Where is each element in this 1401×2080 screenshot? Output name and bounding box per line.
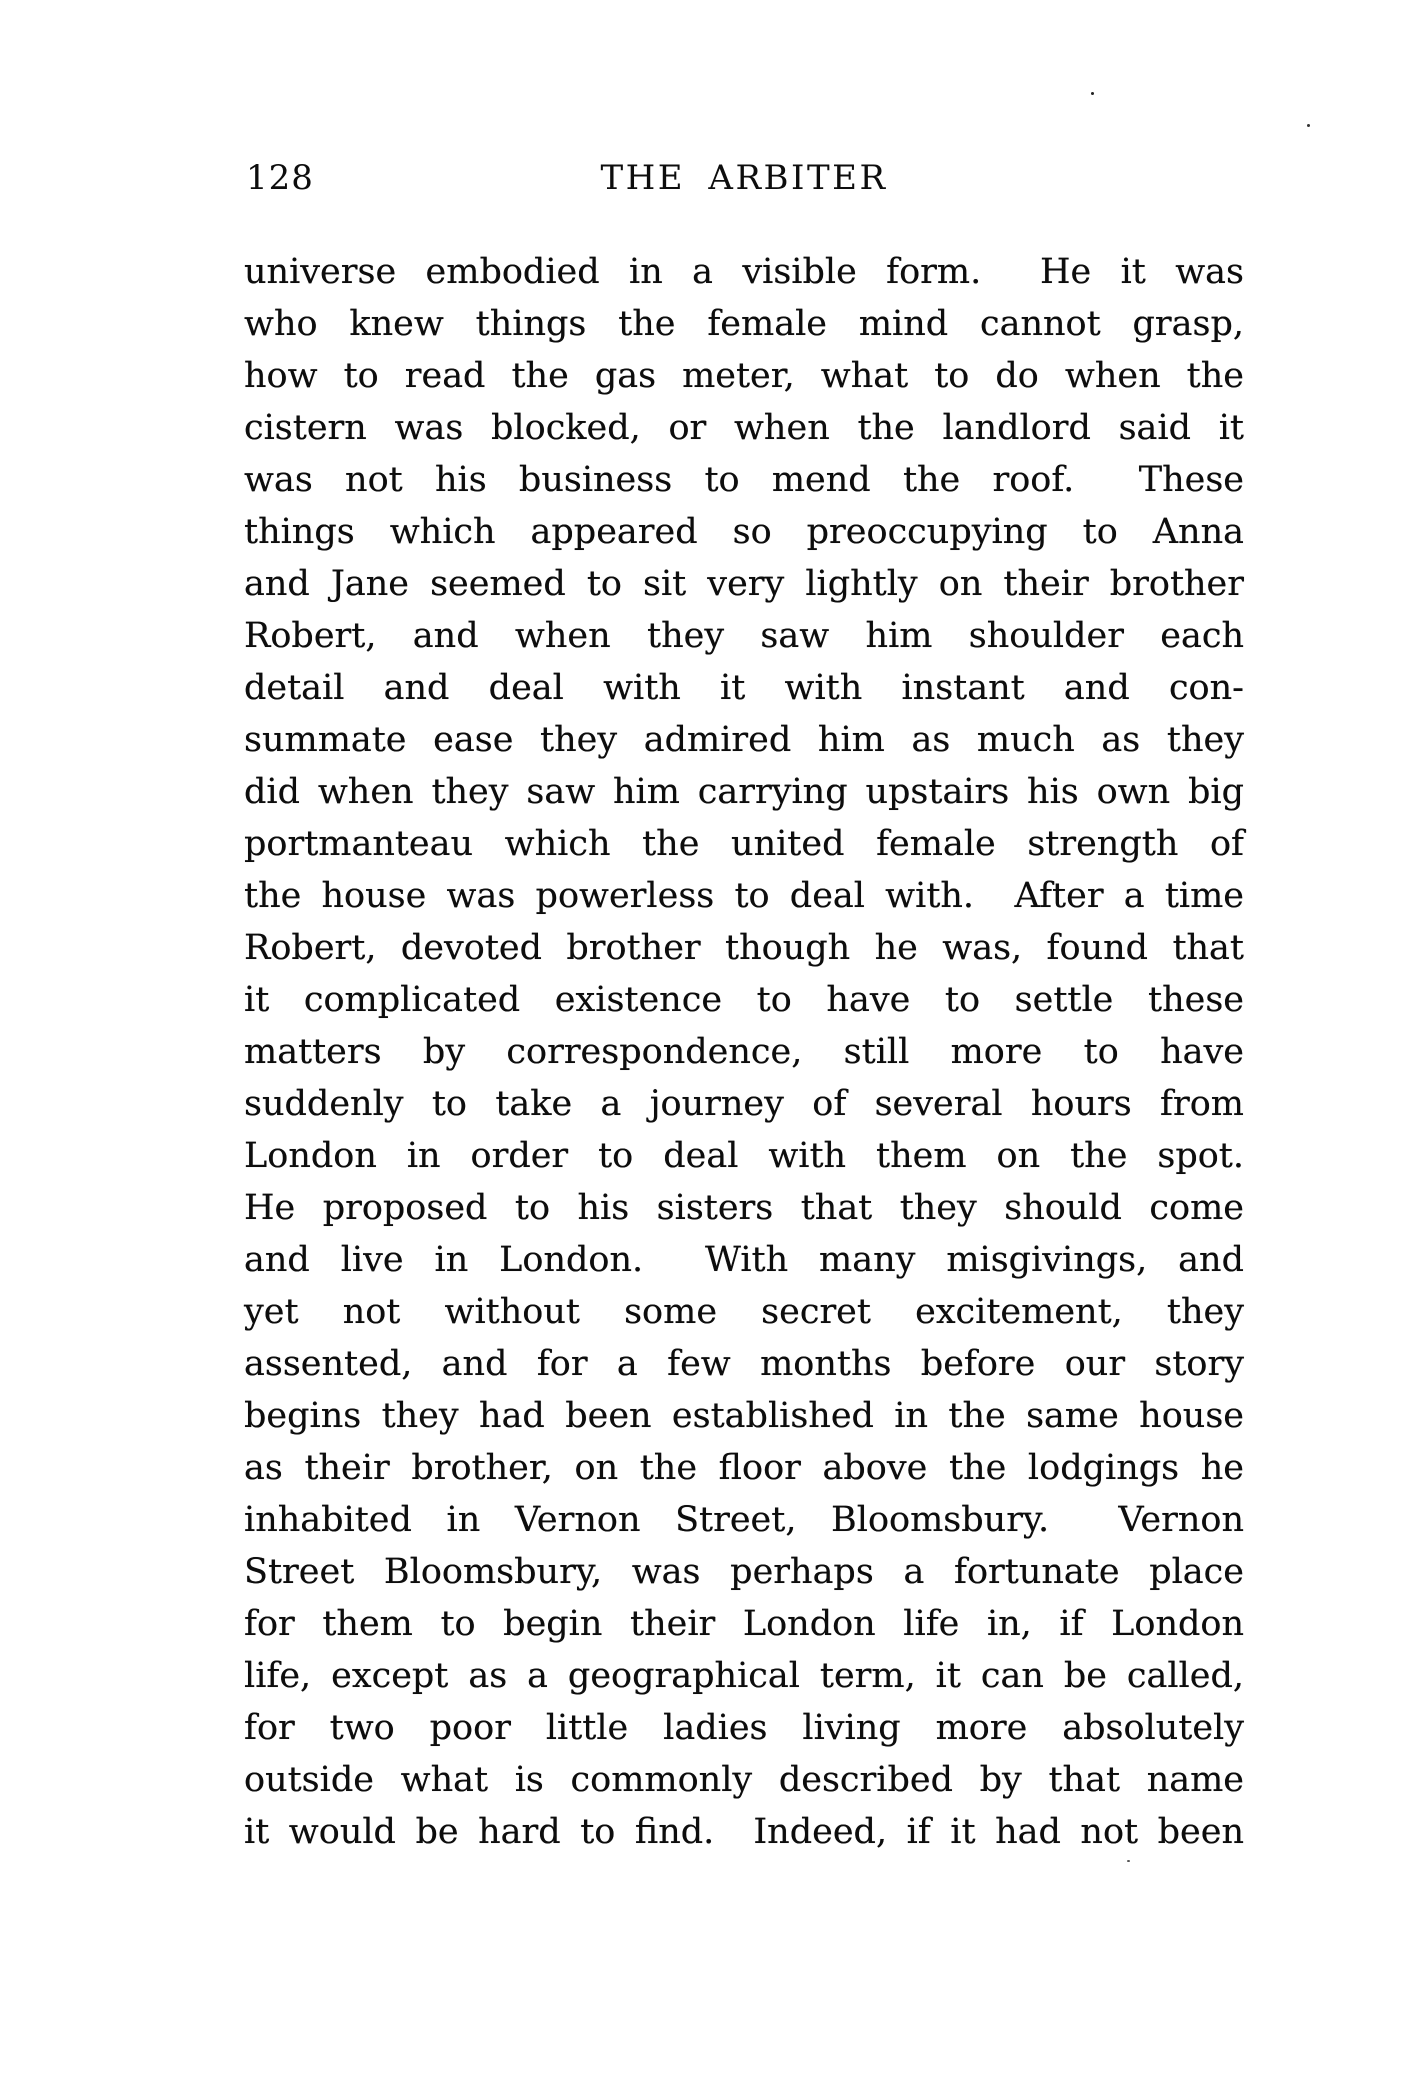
page-number: 128 <box>246 158 314 198</box>
scan-speckle <box>1127 1860 1130 1862</box>
text-line: Street Bloomsbury, was perhaps a fortunate place <box>244 1552 1244 1592</box>
text-line: Robert, devoted brother though he was, found that <box>244 928 1244 968</box>
text-line: was not his business to mend the roof. These <box>244 460 1244 500</box>
text-line: and Jane seemed to sit very lightly on their brother <box>244 564 1244 604</box>
text-line: for them to begin their London life in, if London <box>244 1604 1244 1644</box>
text-line: suddenly to take a journey of several hours from <box>244 1084 1244 1124</box>
scan-speckle <box>1091 92 1094 95</box>
text-line: life, except as a geographical term, it can be called, <box>244 1656 1244 1696</box>
text-line: and live in London. With many misgivings, and <box>244 1240 1244 1280</box>
text-line: did when they saw him carrying upstairs his own big <box>244 772 1244 812</box>
text-line: universe embodied in a visible form. He it was <box>244 252 1244 292</box>
text-line: inhabited in Vernon Street, Bloomsbury. Vernon <box>244 1500 1244 1540</box>
text-line: London in order to deal with them on the spot. <box>244 1136 1244 1176</box>
text-line: assented, and for a few months before our story <box>244 1344 1244 1384</box>
text-line: how to read the gas meter, what to do when the <box>244 356 1244 396</box>
text-block <box>244 160 1244 1858</box>
running-title: THE ARBITER <box>600 158 888 198</box>
text-line: summate ease they admired him as much as they <box>244 720 1244 760</box>
text-line: detail and deal with it with instant and con- <box>244 668 1244 708</box>
page-header <box>244 160 1244 196</box>
text-line: for two poor little ladies living more absolutely <box>244 1708 1244 1748</box>
text-line: the house was powerless to deal with. After a time <box>244 876 1244 916</box>
text-line: outside what is commonly described by that name <box>244 1760 1244 1800</box>
text-line: matters by correspondence, still more to have <box>244 1032 1244 1072</box>
body-text <box>244 246 1244 1858</box>
text-line: yet not without some secret excitement, they <box>244 1292 1244 1332</box>
text-line: portmanteau which the united female strength of <box>244 824 1244 864</box>
text-line: it would be hard to find. Indeed, if it had not been <box>244 1812 1244 1852</box>
text-line: He proposed to his sisters that they should come <box>244 1188 1244 1228</box>
text-line: who knew things the female mind cannot grasp, <box>244 304 1244 344</box>
scan-speckle <box>1307 124 1310 127</box>
text-line: as their brother, on the floor above the lodgings he <box>244 1448 1244 1488</box>
text-line: cistern was blocked, or when the landlord said it <box>244 408 1244 448</box>
text-line: it complicated existence to have to settle these <box>244 980 1244 1020</box>
text-line: begins they had been established in the same house <box>244 1396 1244 1436</box>
text-line: things which appeared so preoccupying to Anna <box>244 512 1244 552</box>
text-line: Robert, and when they saw him shoulder each <box>244 616 1244 656</box>
